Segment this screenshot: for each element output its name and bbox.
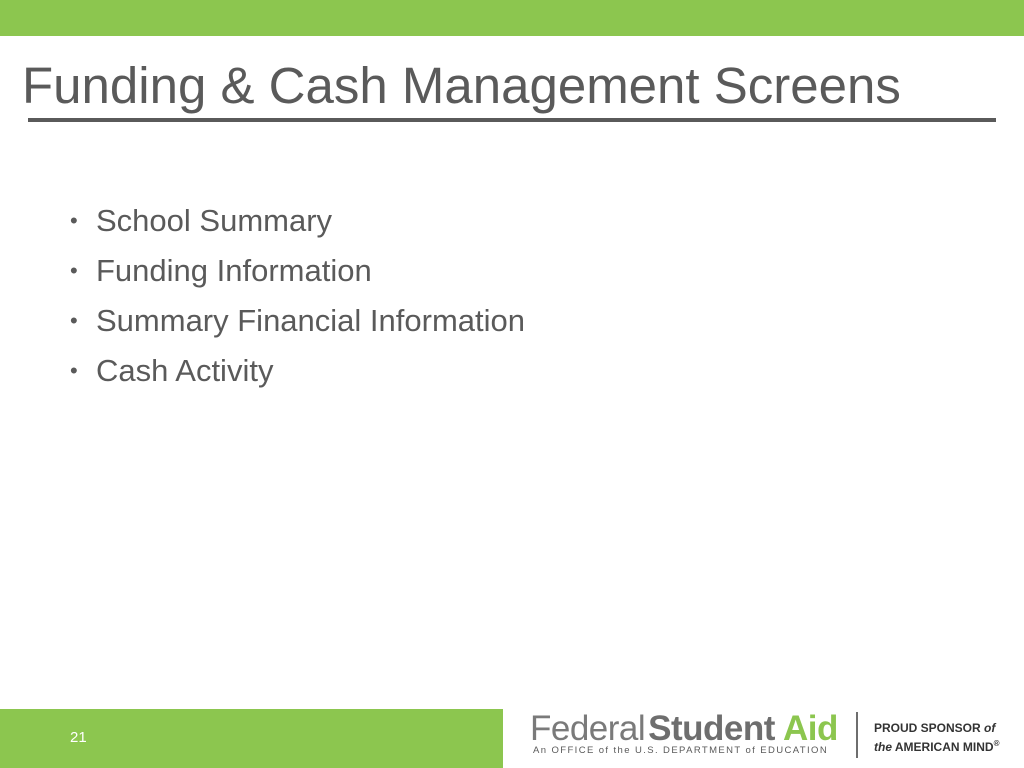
bullet-text: Summary Financial Information xyxy=(96,303,525,338)
bullet-item xyxy=(70,246,525,296)
logo-student-text: Student xyxy=(648,709,775,748)
bullet-text: Cash Activity xyxy=(96,353,274,388)
sponsor-line-2 xyxy=(874,736,999,755)
federal-student-aid-logo xyxy=(530,708,1020,764)
sponsor-line-2-the: the xyxy=(874,740,892,754)
title-underline xyxy=(28,118,996,122)
bullet-text: Funding Information xyxy=(96,253,372,288)
bullet-icon: • xyxy=(70,358,78,383)
bullet-icon: • xyxy=(70,308,78,333)
sponsor-line-1-text: PROUD SPONSOR xyxy=(874,721,985,735)
bullet-text: School Summary xyxy=(96,203,333,238)
bullet-icon: • xyxy=(70,208,78,233)
logo-tagline: An OFFICE of the U.S. DEPARTMENT of EDUCATION xyxy=(533,745,829,756)
sponsor-text xyxy=(874,720,999,755)
bullet-icon: • xyxy=(70,258,78,283)
bullet-item xyxy=(70,296,525,346)
bullet-list xyxy=(70,196,525,396)
slide-title: Funding & Cash Management Screens xyxy=(22,57,901,114)
logo-wordmark xyxy=(530,710,838,748)
registered-mark: ® xyxy=(993,739,1000,748)
bullet-item xyxy=(70,196,525,246)
sponsor-line-2-text: AMERICAN MIND xyxy=(892,740,994,754)
logo-aid-text: Aid xyxy=(782,709,838,748)
logo-divider xyxy=(856,712,858,758)
top-accent-bar xyxy=(0,0,1024,36)
page-number: 21 xyxy=(70,729,87,746)
logo-federal-text: Federal xyxy=(530,709,646,748)
sponsor-line-1-of: of xyxy=(984,721,996,735)
sponsor-line-1 xyxy=(874,720,999,736)
bullet-item xyxy=(70,346,525,396)
